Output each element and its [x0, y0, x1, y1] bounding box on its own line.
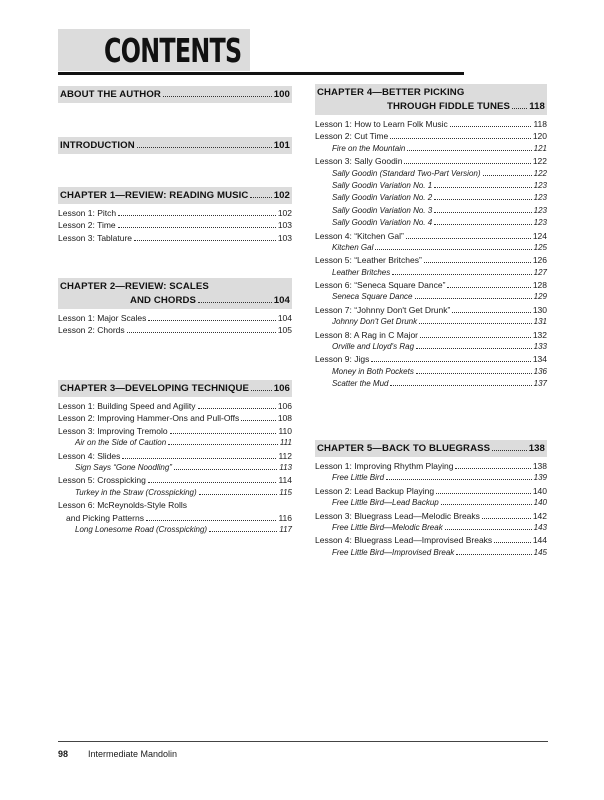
tune-entry[interactable] [315, 497, 547, 509]
tune-entry[interactable] [58, 487, 292, 499]
section-ch1 [58, 187, 292, 244]
page-number: 140 [533, 498, 547, 508]
page-number: 122 [533, 168, 547, 178]
dot-leader [168, 444, 278, 445]
footer-book-title: Intermediate Mandolin [88, 749, 178, 759]
page-number: 130 [532, 304, 547, 315]
page-number: 123 [533, 218, 547, 228]
page-number: 111 [279, 438, 292, 448]
page-number: 144 [532, 535, 547, 546]
dot-leader [512, 108, 527, 109]
dot-leader [436, 493, 531, 494]
page-number: 143 [533, 522, 547, 532]
lesson-entry[interactable] [315, 329, 547, 341]
dot-leader [163, 96, 272, 97]
entry-title: Lesson 3: Bluegrass Lead—Melodic Breaks [315, 510, 480, 521]
dot-leader [424, 262, 531, 263]
chapter-title: INTRODUCTION [60, 140, 135, 151]
lesson-entry[interactable] [315, 118, 547, 130]
page-number: 117 [279, 524, 292, 534]
lesson-list [315, 460, 547, 559]
lesson-entry[interactable] [315, 279, 547, 291]
entry-title: Lesson 1: Improving Rhythm Playing [315, 461, 454, 471]
dot-leader [415, 298, 532, 299]
page-number: 123 [533, 193, 547, 203]
page-number: 105 [277, 325, 292, 336]
footer [58, 749, 177, 759]
entry-title: Lesson 2: Chords [58, 325, 125, 336]
dot-leader [406, 238, 531, 239]
tune-entry[interactable] [315, 316, 547, 328]
page-number: 110 [278, 425, 292, 436]
page-number: 116 [278, 512, 292, 523]
page-title: CONTENTS [104, 31, 242, 70]
chapter-heading[interactable] [315, 84, 547, 115]
footer-rule [58, 741, 548, 742]
section-ch5 [315, 440, 547, 559]
lesson-list [58, 400, 292, 536]
tune-entry[interactable] [315, 217, 547, 229]
section-ch4 [315, 84, 547, 391]
page-number: 100 [273, 89, 290, 100]
chapter-title: CHAPTER 1—REVIEW: READING MUSIC [60, 190, 249, 201]
dot-leader [118, 215, 276, 216]
lesson-entry[interactable] [315, 460, 547, 472]
tune-entry[interactable] [315, 242, 547, 254]
footer-page-number: 98 [58, 749, 69, 759]
page-number: 137 [533, 379, 547, 389]
chapter-title: THROUGH FIDDLE TUNES [387, 101, 510, 112]
tune-entry[interactable] [58, 524, 292, 536]
dot-leader [375, 249, 531, 250]
entry-title: Lesson 2: Time [58, 220, 116, 231]
dot-leader [434, 212, 531, 213]
chapter-heading[interactable] [58, 187, 292, 204]
entry-title: Lesson 4: Slides [58, 450, 121, 461]
lesson-entry[interactable] [58, 425, 292, 437]
page-number: 121 [533, 143, 547, 153]
lesson-entry[interactable] [58, 474, 292, 486]
page-number: 113 [279, 462, 292, 472]
page-number: 115 [279, 487, 292, 497]
page-number: 142 [532, 510, 547, 521]
page-number: 128 [532, 280, 547, 291]
entry-title: Lesson 7: “Johnny Don't Get Drunk” [315, 304, 451, 315]
dot-leader [137, 147, 272, 148]
tune-entry[interactable] [315, 267, 547, 279]
page-number: 120 [532, 131, 547, 142]
lesson-entry[interactable] [58, 312, 292, 324]
page-number: 118 [529, 101, 545, 112]
entry-title: Seneca Square Dance [332, 292, 413, 302]
dot-leader [148, 482, 277, 483]
entry-title: Johnny Don't Get Drunk [332, 317, 418, 327]
dot-leader [441, 504, 532, 505]
page-number: 106 [273, 383, 290, 394]
dot-leader [416, 348, 532, 349]
tune-entry[interactable] [315, 341, 547, 353]
entry-title: Lesson 1: Pitch [58, 208, 117, 218]
page-number: 102 [277, 208, 292, 218]
entry-title: Turkey in the Straw (Crosspicking) [75, 487, 197, 497]
dot-leader [456, 554, 531, 555]
tune-entry[interactable] [315, 205, 547, 217]
dot-leader [390, 138, 531, 139]
page-number: 138 [532, 461, 547, 471]
lesson-entry[interactable] [58, 512, 292, 524]
entry-title: Kitchen Gal [332, 242, 374, 252]
entry-title: and Picking Patterns [66, 512, 144, 523]
entry-title: Lesson 4: Bluegrass Lead—Improvised Breaks [315, 535, 493, 546]
page-number: 134 [532, 354, 547, 365]
page-number: 108 [277, 413, 292, 424]
entry-title: Money in Both Pockets [332, 366, 414, 376]
page-number: 126 [532, 255, 547, 266]
entry-title: Lesson 6: “Seneca Square Dance” [315, 280, 446, 291]
title-rule [58, 72, 464, 75]
tune-entry[interactable] [315, 472, 547, 484]
chapter-title: CHAPTER 3—DEVELOPING TECHNIQUE [60, 383, 250, 394]
dot-leader [134, 240, 276, 241]
entry-title: Air on the Side of Caution [75, 438, 167, 448]
page-number: 138 [528, 443, 545, 454]
page-number: 133 [533, 342, 547, 352]
entry-title: Free Little Bird—Melodic Break [332, 522, 443, 532]
entry-title: Orville and Lloyd's Rag [332, 342, 415, 352]
dot-leader [434, 224, 531, 225]
entry-title: Sally Goodin Variation No. 3 [332, 205, 433, 215]
page-number: 131 [533, 317, 547, 327]
chapter-title: CHAPTER 4—BETTER PICKING [317, 87, 465, 98]
lesson-entry[interactable] [315, 155, 547, 167]
lesson-entry[interactable] [315, 304, 547, 316]
chapter-heading[interactable] [58, 380, 292, 397]
entry-title: Lesson 3: Improving Tremolo [58, 425, 168, 436]
entry-title: Lesson 1: Building Speed and Agility [58, 401, 196, 411]
lesson-entry[interactable] [58, 219, 292, 231]
section-ch2 [58, 278, 292, 337]
page-number: 112 [278, 450, 292, 461]
lesson-entry[interactable] [315, 254, 547, 266]
entry-title: Lesson 2: Cut Time [315, 131, 389, 142]
page-number: 122 [532, 156, 547, 167]
dot-leader [407, 150, 531, 151]
dot-leader [386, 479, 532, 480]
dot-leader [420, 337, 531, 338]
chapter-title: CHAPTER 5—BACK TO BLUEGRASS [317, 443, 491, 454]
page-number: 145 [533, 547, 547, 557]
page-number: 136 [533, 366, 547, 376]
dot-leader [445, 529, 532, 530]
entry-title: Lesson 1: How to Learn Folk Music [315, 119, 448, 129]
dot-leader [455, 468, 530, 469]
entry-title: Free Little Bird [332, 473, 385, 483]
entry-title: Free Little Bird—Improvised Break [332, 547, 455, 557]
page-number: 102 [273, 190, 290, 201]
lesson-list [58, 207, 292, 244]
page-number: 114 [278, 475, 292, 486]
entry-title: Lesson 6: McReynolds-Style Rolls [58, 500, 187, 511]
dot-leader [148, 320, 275, 321]
dot-leader [452, 312, 530, 313]
dot-leader [174, 469, 277, 470]
lesson-entry[interactable] [58, 499, 292, 511]
lesson-entry[interactable] [315, 485, 547, 497]
entry-title: Free Little Bird—Lead Backup [332, 498, 439, 508]
lesson-entry[interactable] [58, 232, 292, 244]
chapter-heading[interactable] [58, 278, 292, 309]
lesson-entry[interactable] [315, 230, 547, 242]
dot-leader [251, 390, 272, 391]
lesson-entry[interactable] [315, 130, 547, 142]
lesson-entry[interactable] [58, 324, 292, 336]
dot-leader [392, 274, 531, 275]
lesson-entry[interactable] [58, 412, 292, 424]
chapter-heading[interactable] [58, 86, 292, 103]
page-number: 124 [532, 230, 547, 241]
lesson-entry[interactable] [315, 534, 547, 546]
dot-leader [434, 199, 531, 200]
dot-leader [198, 408, 276, 409]
entry-title: Lesson 3: Tablature [58, 232, 133, 243]
entry-title: Sally Goodin Variation No. 1 [332, 180, 433, 190]
page-number: 106 [277, 401, 292, 411]
dot-leader [390, 385, 531, 386]
dot-leader [170, 433, 277, 434]
lesson-entry[interactable] [58, 207, 292, 219]
dot-leader [419, 323, 532, 324]
tune-entry[interactable] [58, 462, 292, 474]
chapter-heading[interactable] [58, 137, 292, 154]
entry-title: Sally Goodin Variation No. 2 [332, 193, 433, 203]
section-intro [58, 137, 292, 154]
entry-title: Sally Goodin Variation No. 4 [332, 218, 433, 228]
section-about [58, 86, 292, 103]
dot-leader [434, 187, 531, 188]
chapter-heading[interactable] [315, 440, 547, 457]
entry-title: Lesson 2: Improving Hammer-Ons and Pull-Offs [58, 413, 240, 424]
lesson-list [315, 118, 547, 391]
entry-title: Lesson 1: Major Scales [58, 313, 147, 323]
entry-title: Lesson 9: Jigs [315, 354, 370, 365]
dot-leader [483, 175, 532, 176]
page-number: 101 [273, 140, 290, 151]
dot-leader [450, 126, 532, 127]
dot-leader [416, 373, 532, 374]
chapter-title: AND CHORDS [130, 295, 197, 306]
dot-leader [122, 458, 276, 459]
dot-leader [241, 420, 276, 421]
dot-leader [250, 197, 271, 198]
tune-entry[interactable] [58, 437, 292, 449]
tune-entry[interactable] [315, 547, 547, 559]
tune-entry[interactable] [315, 378, 547, 390]
entry-title: Lesson 2: Lead Backup Playing [315, 485, 435, 496]
tune-entry[interactable] [315, 366, 547, 378]
entry-title: Lesson 8: A Rag in C Major [315, 329, 419, 340]
page-number: 103 [277, 220, 292, 231]
page-number: 103 [277, 232, 292, 243]
page-number: 123 [533, 205, 547, 215]
dot-leader [127, 332, 276, 333]
lesson-entry[interactable] [58, 400, 292, 412]
lesson-entry[interactable] [58, 450, 292, 462]
entry-title: Lesson 5: “Leather Britches” [315, 255, 422, 266]
lesson-entry[interactable] [315, 510, 547, 522]
chapter-title: ABOUT THE AUTHOR [60, 89, 161, 100]
dot-leader [146, 520, 276, 521]
lesson-entry[interactable] [315, 353, 547, 365]
dot-leader [447, 287, 530, 288]
dot-leader [404, 163, 530, 164]
tune-entry[interactable] [315, 522, 547, 534]
dot-leader [198, 302, 272, 303]
page-number: 139 [533, 473, 547, 483]
page-number: 125 [533, 242, 547, 252]
tune-entry[interactable] [315, 291, 547, 303]
lesson-list [58, 312, 292, 337]
dot-leader [371, 361, 530, 362]
page-number: 123 [533, 180, 547, 190]
tune-entry[interactable] [315, 168, 547, 180]
page-number: 118 [533, 119, 547, 129]
page-number: 132 [532, 329, 547, 340]
page-number: 129 [533, 292, 547, 302]
dot-leader [209, 531, 277, 532]
entry-title: Fire on the Mountain [332, 143, 406, 153]
tune-entry[interactable] [315, 143, 547, 155]
dot-leader [492, 450, 527, 451]
page-number: 104 [273, 295, 290, 306]
entry-title: Sally Goodin (Standard Two-Part Version) [332, 168, 481, 178]
entry-title: Scatter the Mud [332, 379, 389, 389]
entry-title: Lesson 4: “Kitchen Gal” [315, 230, 404, 241]
dot-leader [482, 518, 531, 519]
entry-title: Sign Says “Gone Noodling” [75, 462, 172, 472]
page-number: 104 [277, 313, 292, 323]
entry-title: Leather Britches [332, 267, 391, 277]
dot-leader [199, 494, 278, 495]
tune-entry[interactable] [315, 192, 547, 204]
entry-title: Lesson 3: Sally Goodin [315, 156, 403, 167]
page-number: 127 [533, 267, 547, 277]
dot-leader [118, 227, 276, 228]
chapter-title: CHAPTER 2—REVIEW: SCALES [60, 281, 209, 292]
section-ch3 [58, 380, 292, 536]
dot-leader [494, 542, 531, 543]
entry-title: Long Lonesome Road (Crosspicking) [75, 524, 208, 534]
entry-title: Lesson 5: Crosspicking [58, 475, 146, 486]
tune-entry[interactable] [315, 180, 547, 192]
page-number: 140 [532, 485, 547, 496]
